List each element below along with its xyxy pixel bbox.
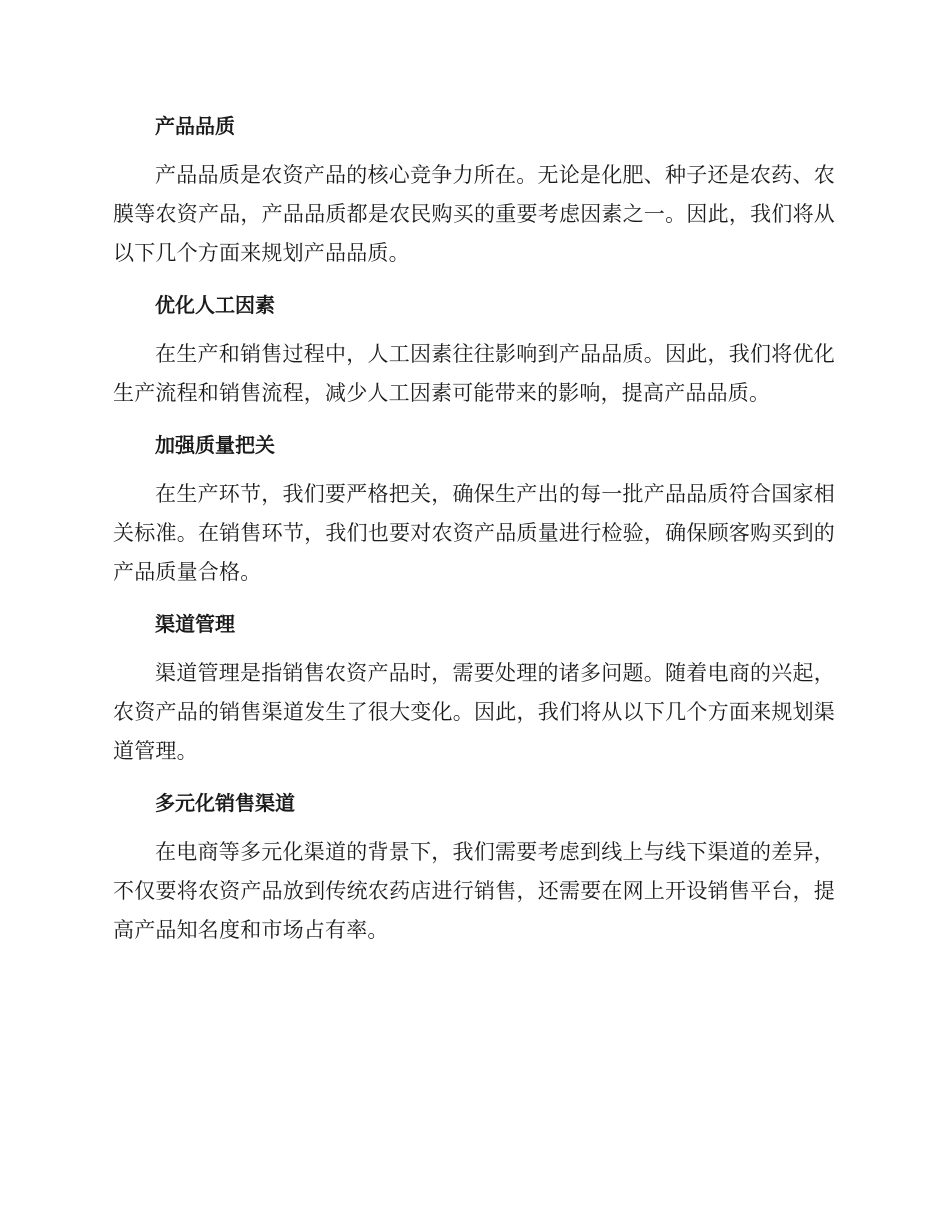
document-page xyxy=(113,104,835,960)
section-heading: 多元化销售渠道 xyxy=(155,791,295,815)
section-heading: 渠道管理 xyxy=(155,612,235,636)
section-paragraph: 产品品质是农资产品的核心竞争力所在。无论是化肥、种子还是农药、农膜等农资产品，产品品质都是农民购买的重要考虑因素之一。因此，我们将从以下几个方面来规划产品品质。 xyxy=(113,163,835,265)
section-heading: 产品品质 xyxy=(155,114,235,138)
section-paragraph: 在生产环节，我们要严格把关，确保生产出的每一批产品品质符合国家相关标准。在销售环节，我们也要对农资产品质量进行检验，确保顾客购买到的产品质量合格。 xyxy=(113,482,835,584)
section-heading: 优化人工因素 xyxy=(155,293,275,317)
section-optimize-human-factors xyxy=(113,283,835,413)
section-paragraph: 在生产和销售过程中，人工因素往往影响到产品品质。因此，我们将优化生产流程和销售流程，减少人工因素可能带来的影响，提高产品品质。 xyxy=(113,342,835,405)
section-product-quality xyxy=(113,104,835,273)
section-heading: 加强质量把关 xyxy=(155,433,275,457)
section-diversified-channels xyxy=(113,781,835,950)
section-channel-management xyxy=(113,602,835,771)
section-quality-control xyxy=(113,423,835,592)
section-paragraph: 在电商等多元化渠道的背景下，我们需要考虑到线上与线下渠道的差异，不仅要将农资产品放到传统农药店进行销售，还需要在网上开设销售平台，提高产品知名度和市场占有率。 xyxy=(113,840,835,942)
section-paragraph: 渠道管理是指销售农资产品时，需要处理的诸多问题。随着电商的兴起，农资产品的销售渠道发生了很大变化。因此，我们将从以下几个方面来规划渠道管理。 xyxy=(113,661,835,763)
